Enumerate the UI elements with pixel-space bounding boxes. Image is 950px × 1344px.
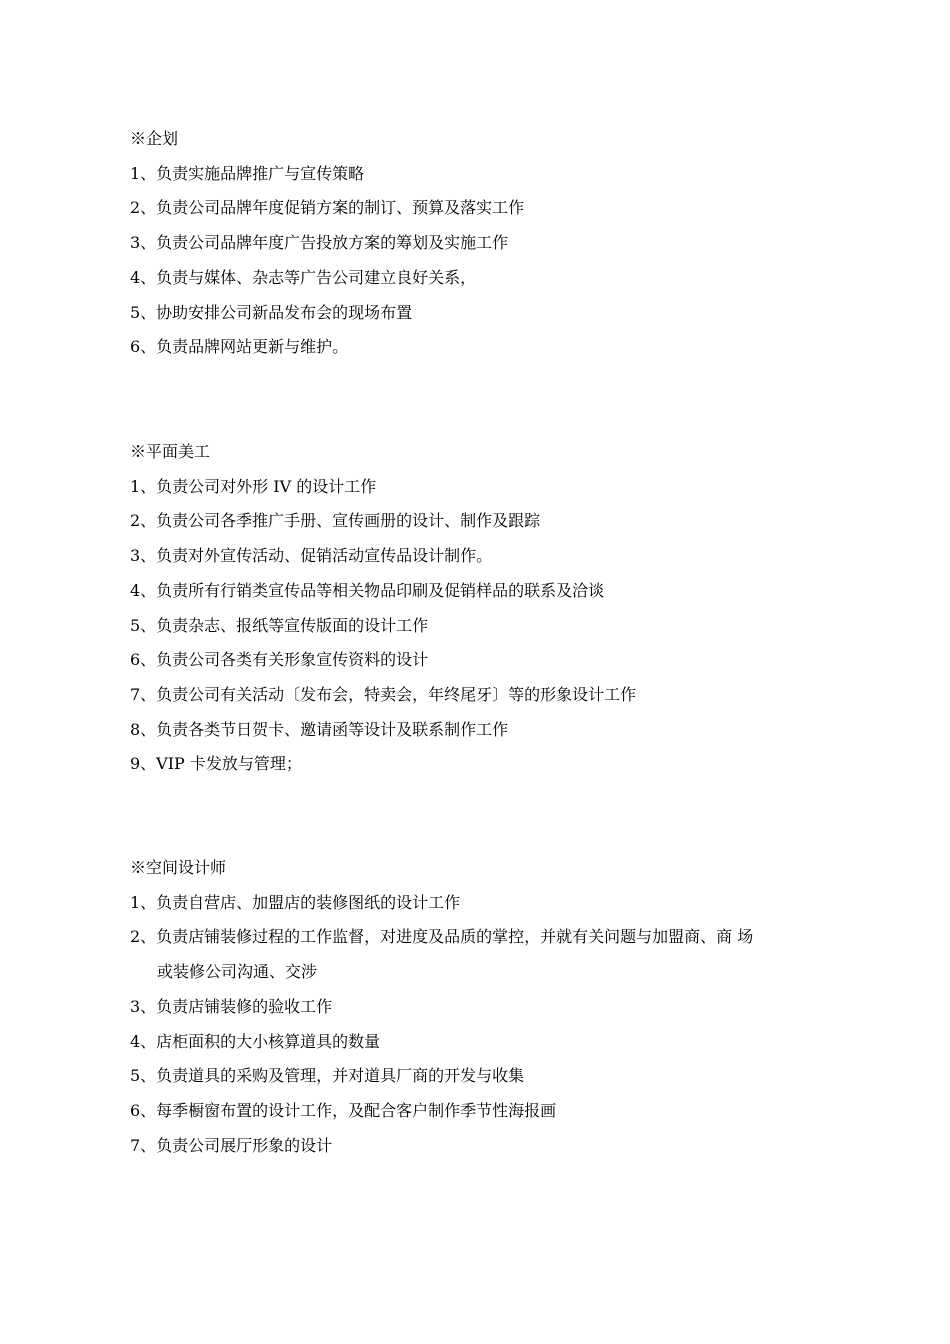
list-item: 6、负责公司各类有关形象宣传资料的设计: [130, 650, 429, 670]
section-heading-planning: ※企划: [130, 129, 179, 148]
section-planning: [130, 122, 850, 365]
list-item: 5、负责杂志、报纸等宣传版面的设计工作: [130, 615, 429, 635]
list-item: 4、店柜面积的大小核算道具的数量: [130, 1031, 381, 1051]
list-item: 7、负责公司展厅形象的设计: [130, 1135, 333, 1155]
list-item: 8、负责各类节日贺卡、邀请函等设计及联系制作工作: [130, 719, 509, 739]
list-item: 2、负责店铺装修过程的工作监督，对进度及品质的掌控，并就有关问题与加盟商、商 场: [130, 927, 754, 947]
section-graphic-design: [130, 435, 850, 782]
list-item: 4、负责与媒体、杂志等广告公司建立良好关系，: [130, 267, 477, 287]
list-item: 7、负责公司有关活动〔发布会，特卖会，年终尾牙〕等的形象设计工作: [130, 684, 637, 704]
list-item: 3、负责对外宣传活动、促销活动宣传品设计制作。: [130, 546, 493, 566]
list-item: 9、VIP 卡发放与管理；: [130, 754, 302, 774]
section-space-designer: [130, 851, 850, 1163]
list-item: 2、负责公司品牌年度促销方案的制订、预算及落实工作: [130, 198, 525, 218]
list-item: 1、负责自营店、加盟店的装修图纸的设计工作: [130, 892, 461, 912]
list-item: 1、负责实施品牌推广与宣传策略: [130, 163, 365, 183]
list-item: 4、负责所有行销类宣传品等相关物品印刷及促销样品的联系及洽谈: [130, 580, 605, 600]
list-item: 3、负责店铺装修的验收工作: [130, 996, 333, 1016]
section-heading-space-designer: ※空间设计师: [130, 858, 227, 877]
list-item-continuation: 或装修公司沟通、交涉: [157, 962, 318, 982]
section-heading-graphic-design: ※平面美工: [130, 442, 211, 461]
list-item: 2、负责公司各季推广手册、宣传画册的设计、制作及跟踪: [130, 511, 541, 531]
list-item: 3、负责公司品牌年度广告投放方案的筹划及实施工作: [130, 233, 509, 253]
list-item: 6、每季橱窗布置的设计工作，及配合客户制作季节性海报画: [130, 1100, 557, 1120]
list-item: 1、负责公司对外形 IV 的设计工作: [130, 476, 377, 496]
list-item: 6、负责品牌网站更新与维护。: [130, 337, 349, 357]
list-item: 5、负责道具的采购及管理，并对道具厂商的开发与收集: [130, 1066, 525, 1086]
list-item: 5、协助安排公司新品发布会的现场布置: [130, 302, 413, 322]
